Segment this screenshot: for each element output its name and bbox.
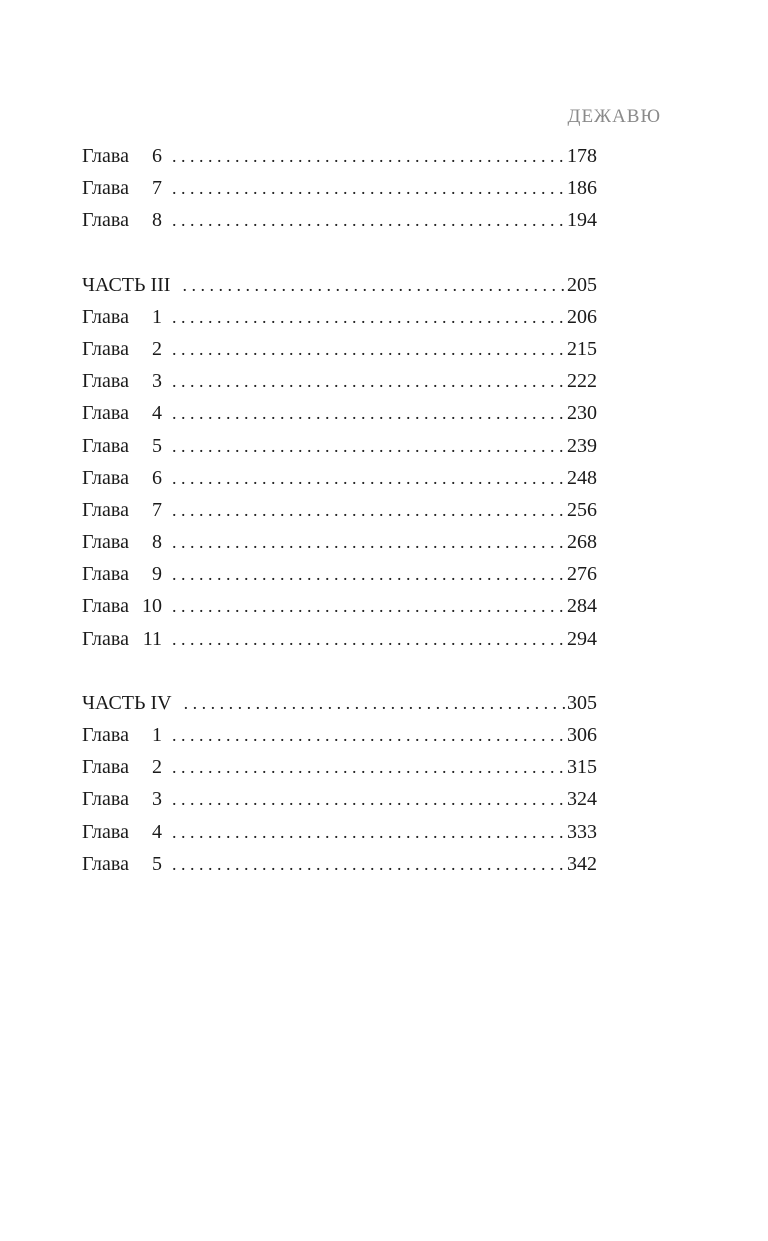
toc-entry-chapter[interactable] — [82, 590, 597, 622]
chapter-number: 6 — [152, 466, 162, 489]
chapter-word: Глава — [82, 337, 129, 360]
toc-entry-chapter[interactable] — [82, 397, 597, 429]
page-number: 276 — [567, 563, 597, 586]
chapter-word: Глава — [82, 820, 129, 843]
toc-entry-label — [82, 494, 162, 526]
page-number: 205 — [567, 273, 597, 296]
chapter-number: 4 — [152, 820, 162, 843]
page-number: 324 — [567, 788, 597, 811]
toc-entry-label — [82, 751, 162, 783]
dot-leader — [172, 848, 565, 880]
toc-entry-chapter[interactable] — [82, 365, 597, 397]
dot-leader — [172, 430, 565, 462]
dot-leader — [172, 204, 565, 236]
running-head: ДЕЖАВЮ — [567, 106, 661, 127]
dot-leader — [172, 172, 565, 204]
toc-entry-label — [82, 526, 162, 558]
dot-leader — [172, 590, 565, 622]
chapter-number: 11 — [142, 627, 162, 650]
dot-leader — [172, 783, 565, 815]
dot-leader — [172, 494, 565, 526]
chapter-word: Глава — [82, 370, 129, 393]
toc-entry-chapter[interactable] — [82, 848, 597, 880]
chapter-number: 10 — [142, 595, 162, 618]
toc-entry-chapter[interactable] — [82, 623, 597, 655]
page-number: 284 — [567, 595, 597, 618]
page-number: 186 — [567, 177, 597, 200]
toc-entry-chapter[interactable] — [82, 526, 597, 558]
page-number: 294 — [567, 627, 597, 650]
toc-entry-chapter[interactable] — [82, 140, 597, 172]
chapter-number: 3 — [152, 370, 162, 393]
dot-leader — [172, 816, 565, 848]
dot-leader — [172, 526, 565, 558]
chapter-number: 3 — [152, 788, 162, 811]
page-number: 194 — [567, 209, 597, 232]
page-number: 333 — [567, 820, 597, 843]
chapter-number: 5 — [152, 434, 162, 457]
part-title: ЧАСТЬ IV — [82, 691, 172, 714]
toc-entry-chapter[interactable] — [82, 462, 597, 494]
chapter-number: 7 — [152, 498, 162, 521]
chapter-word: Глава — [82, 177, 129, 200]
toc-entry-label — [82, 172, 162, 204]
chapter-word: Глава — [82, 305, 129, 328]
table-of-contents — [82, 140, 597, 880]
chapter-word: Глава — [82, 531, 129, 554]
toc-entry-label — [82, 204, 162, 236]
toc-entry-label — [82, 140, 162, 172]
dot-leader — [172, 623, 565, 655]
chapter-number: 8 — [152, 531, 162, 554]
page-number: 315 — [567, 756, 597, 779]
page-number: 268 — [567, 531, 597, 554]
chapter-number: 5 — [152, 852, 162, 875]
page-number: 230 — [567, 402, 597, 425]
page-number: 248 — [567, 466, 597, 489]
dot-leader — [172, 719, 565, 751]
dot-leader — [172, 751, 565, 783]
chapter-word: Глава — [82, 498, 129, 521]
toc-entry-label — [82, 816, 162, 848]
toc-entry-label — [82, 430, 162, 462]
chapter-number: 7 — [152, 177, 162, 200]
chapter-word: Глава — [82, 788, 129, 811]
chapter-number: 8 — [152, 209, 162, 232]
toc-entry-chapter[interactable] — [82, 719, 597, 751]
toc-entry-part[interactable] — [82, 269, 597, 301]
toc-entry-label — [82, 719, 162, 751]
chapter-number: 2 — [152, 756, 162, 779]
chapter-word: Глава — [82, 595, 129, 618]
chapter-number: 4 — [152, 402, 162, 425]
dot-leader — [172, 462, 565, 494]
page-number: 239 — [567, 434, 597, 457]
section-spacer — [82, 655, 597, 687]
toc-entry-label — [82, 558, 162, 590]
page-number: 206 — [567, 305, 597, 328]
toc-entry-chapter[interactable] — [82, 494, 597, 526]
toc-entry-chapter[interactable] — [82, 333, 597, 365]
section-spacer — [82, 237, 597, 269]
toc-entry-chapter[interactable] — [82, 172, 597, 204]
chapter-number: 9 — [152, 563, 162, 586]
chapter-word: Глава — [82, 402, 129, 425]
toc-entry-label — [82, 397, 162, 429]
dot-leader — [172, 397, 565, 429]
toc-entry-chapter[interactable] — [82, 558, 597, 590]
toc-entry-label — [82, 462, 162, 494]
chapter-word: Глава — [82, 563, 129, 586]
chapter-number: 1 — [152, 305, 162, 328]
toc-entry-label — [82, 365, 162, 397]
dot-leader — [172, 333, 565, 365]
chapter-number: 1 — [152, 724, 162, 746]
page-number: 342 — [567, 852, 597, 875]
dot-leader — [172, 365, 565, 397]
toc-entry-part[interactable] — [82, 687, 597, 719]
chapter-number: 6 — [152, 145, 162, 167]
page-number: 256 — [567, 498, 597, 521]
chapter-word: Глава — [82, 724, 129, 746]
dot-leader — [172, 558, 565, 590]
toc-entry-label — [82, 783, 162, 815]
chapter-word: Глава — [82, 434, 129, 457]
toc-entry-chapter[interactable] — [82, 204, 597, 236]
dot-leader — [182, 269, 565, 301]
chapter-word: Глава — [82, 852, 129, 875]
chapter-word: Глава — [82, 145, 129, 167]
toc-entry-chapter[interactable] — [82, 430, 597, 462]
toc-entry-chapter[interactable] — [82, 751, 597, 783]
part-title: ЧАСТЬ III — [82, 273, 171, 296]
toc-entry-label — [82, 848, 162, 880]
chapter-number: 2 — [152, 337, 162, 360]
dot-leader — [172, 301, 565, 333]
toc-entry-chapter[interactable] — [82, 816, 597, 848]
toc-entry-label — [82, 623, 162, 655]
page-number: 305 — [567, 691, 597, 714]
chapter-word: Глава — [82, 209, 129, 232]
chapter-word: Глава — [82, 756, 129, 779]
toc-entry-chapter[interactable] — [82, 783, 597, 815]
dot-leader — [172, 140, 565, 172]
page-number: 306 — [567, 724, 597, 746]
toc-entry-label — [82, 590, 162, 622]
dot-leader — [184, 687, 565, 719]
toc-entry-chapter[interactable] — [82, 301, 597, 333]
toc-entry-label — [82, 333, 162, 365]
chapter-word: Глава — [82, 466, 129, 489]
page-number: 222 — [567, 370, 597, 393]
page-number: 178 — [567, 145, 597, 167]
page-number: 215 — [567, 337, 597, 360]
toc-entry-label — [82, 301, 162, 333]
chapter-word: Глава — [82, 627, 129, 650]
